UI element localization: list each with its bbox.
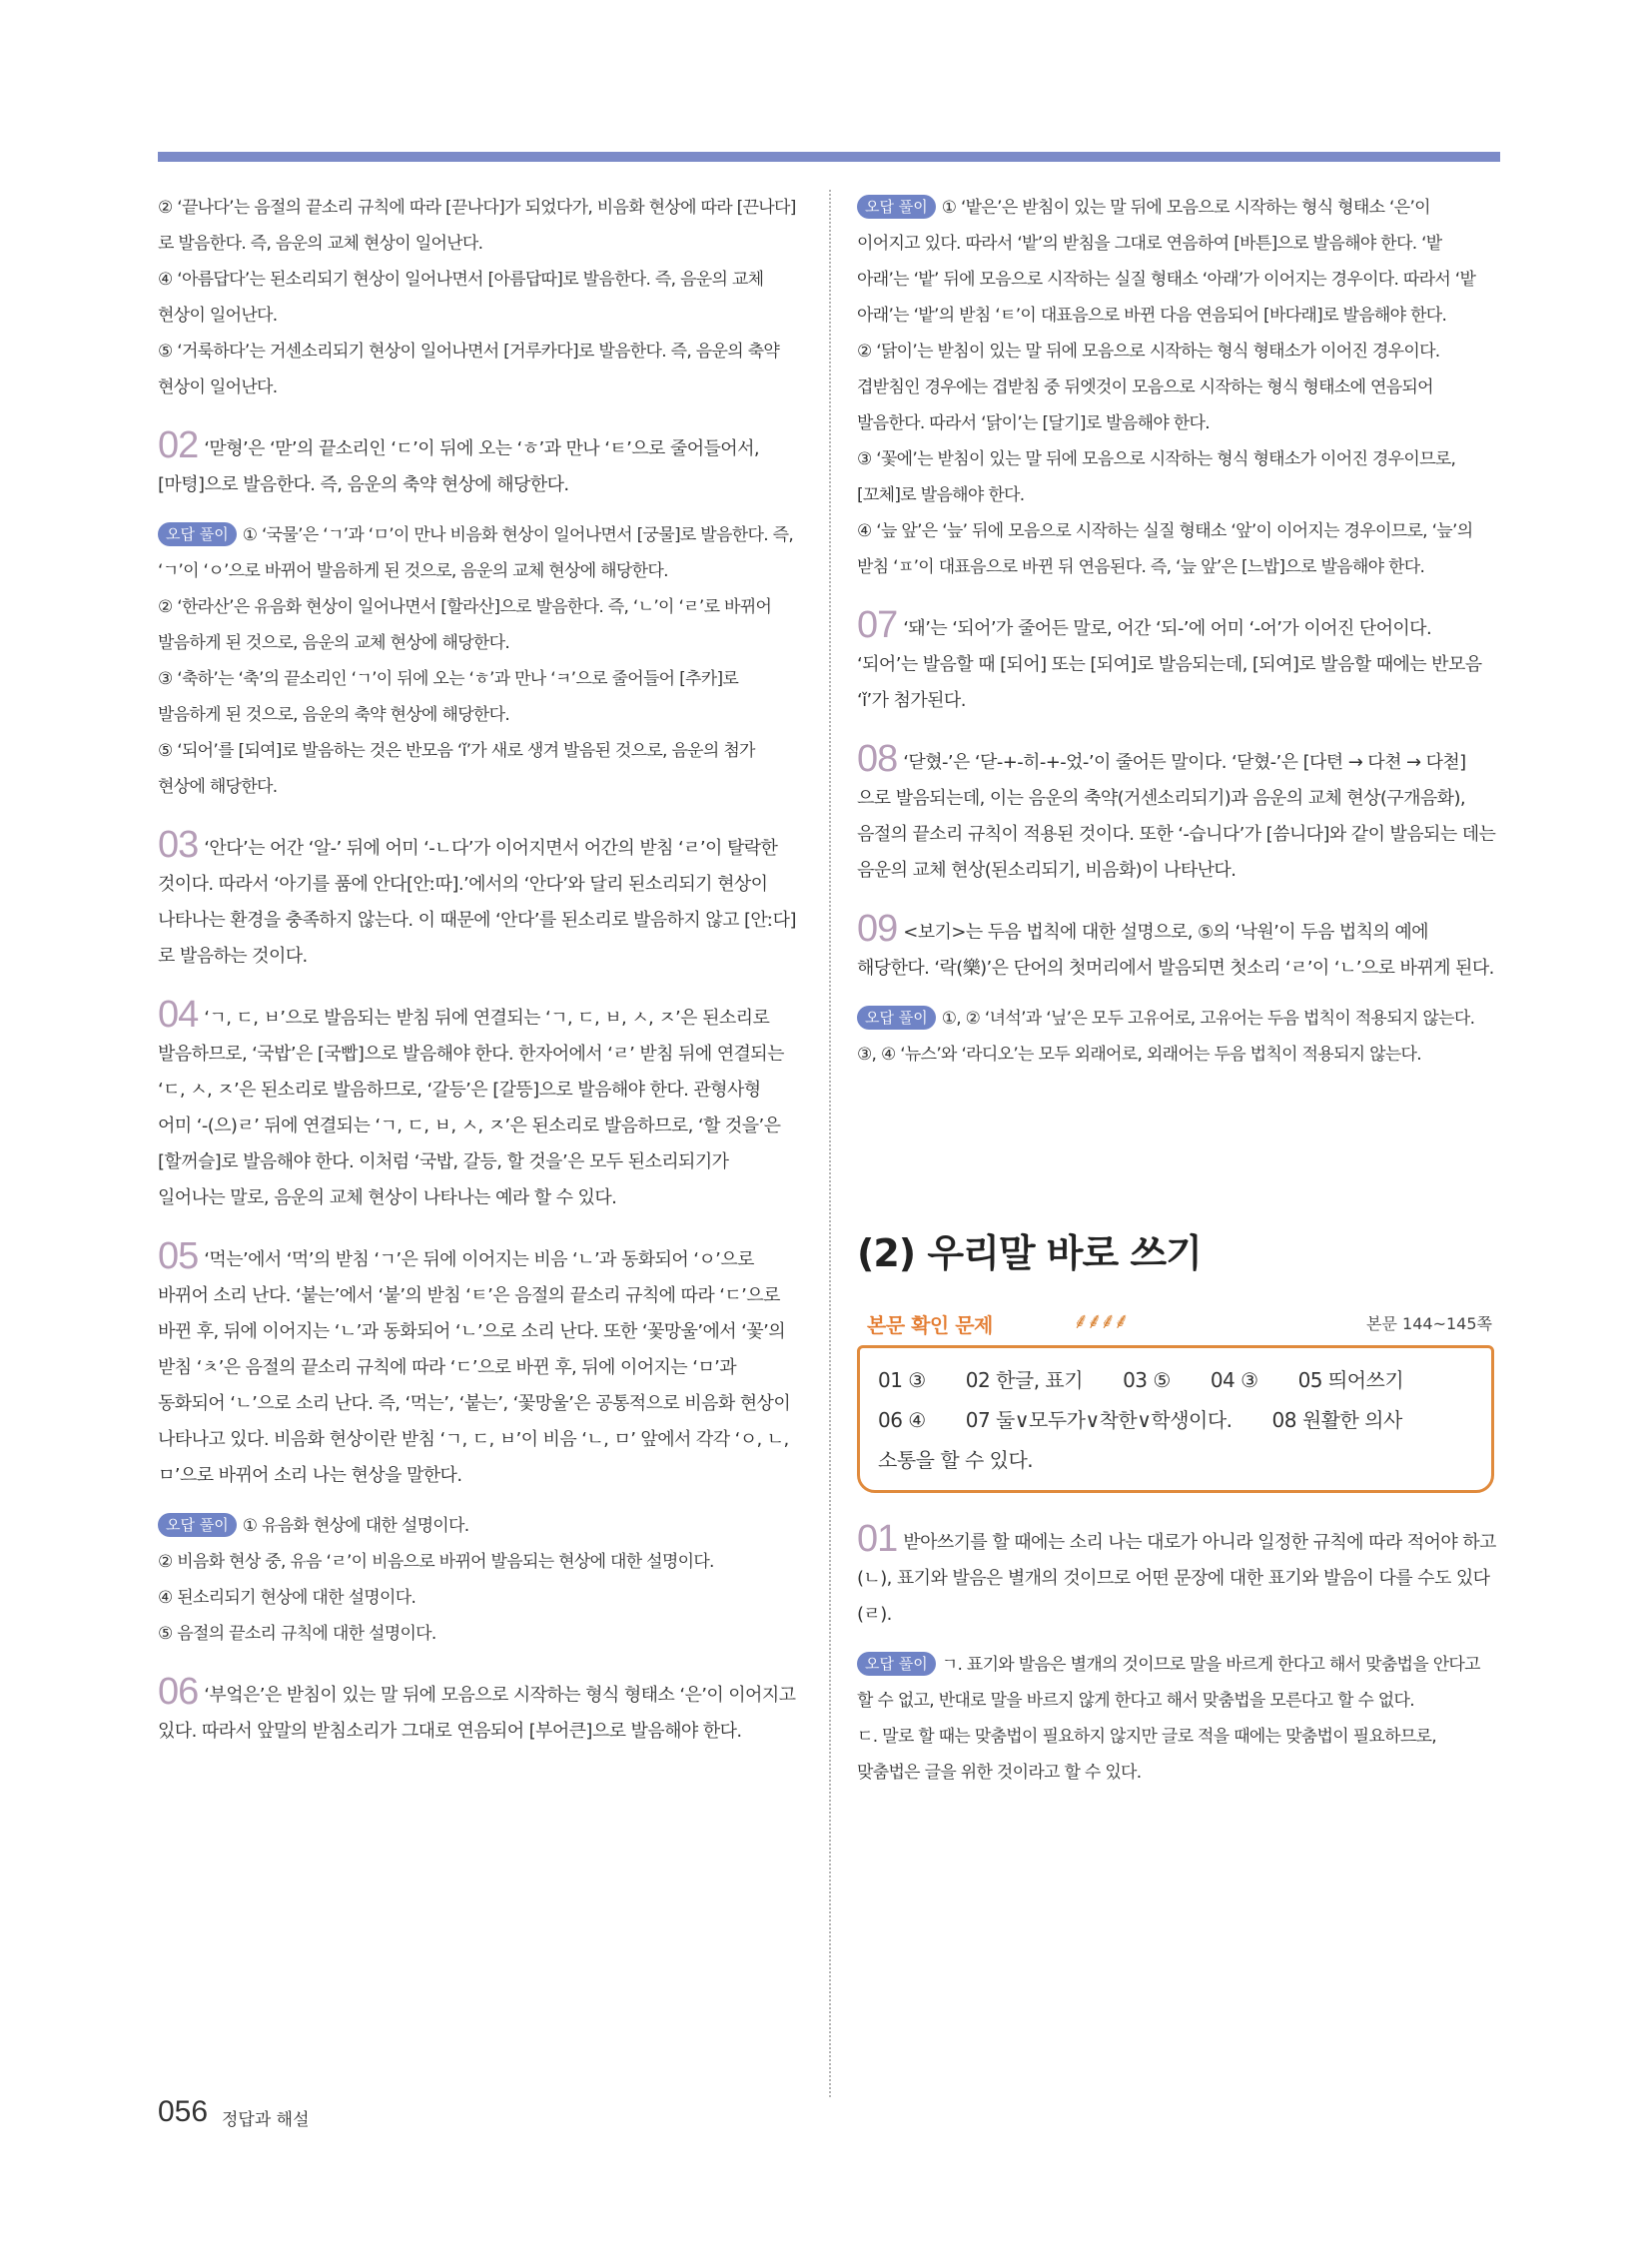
answer-text: ‘닫혔-’은 ‘닫-+-히-+-었-’이 줄어든 말이다. ‘닫혔-’은 [다텬 → 다쳔 → 다첟]으로 발음되는데, 이는 음운의 축약(거센소리되기)과 음운의 교체 현상(구개음화), 음절의 끝소리 규칙이 적용된 것이다. 또한 ‘-습니다’가 [씀니다]와 같이 발음되는 데는 음운의 교체 현상(된소리되기, 비음화)이 나타난다. xyxy=(857,752,1496,881)
question-number: 06 xyxy=(158,1671,199,1713)
question-04 xyxy=(158,994,797,1216)
answer-item: 03 ⑤ xyxy=(1123,1368,1171,1392)
answer-text: ‘먹는’에서 ‘먹’의 받침 ‘ㄱ’은 뒤에 이어지는 비음 ‘ㄴ’과 동화되어 ‘ㅇ’으로 바뀌어 소리 난다. ‘붙는’에서 ‘붙’의 받침 ‘ㅌ’은 음절의 끝소리 규칙에 따라 ‘ㄷ’으로 바뀐 후, 뒤에 이어지는 ‘ㄴ’과 동화되어 ‘ㄴ’으로 소리 난다. 또한 ‘꽃망울’에서 ‘꽃’의 받침 ‘ㅊ’은 음절의 끝소리 규칙에 따라 ‘ㄷ’으로 바뀐 후, 뒤에 이어지는 ‘ㅁ’과 동화되어 ‘ㄴ’으로 소리 난다. 즉, ‘먹는’, ‘붙는’, ‘꽃망울’은 공통적으로 비음화 현상이 나타나고 있다. 비음화 현상이란 받침 ‘ㄱ, ㄷ, ㅂ’이 비음 ‘ㄴ, ㅁ’ 앞에서 각각 ‘ㅇ, ㄴ, ㅁ’으로 바뀌어 소리 나는 현상을 말한다. xyxy=(158,1249,791,1486)
note-text: ③, ④ ‘뉴스’와 ‘라디오’는 모두 외래어로, 외래어는 두음 법칙이 적용되지 않는다. xyxy=(857,1045,1421,1065)
column-divider xyxy=(829,190,831,2097)
answer-text: ‘돼’는 ‘되어’가 줄어든 말로, 어간 ‘되-’에 어미 ‘-어’가 이어진 단어이다. ‘되어’는 발음할 때 [되어] 또는 [되여]로 발음되는데, [되여]로 발음할 때에는 반모음 ‘ǐ’가 첨가된다. xyxy=(857,618,1482,711)
answer-row xyxy=(878,1400,1473,1440)
answer-item: 02 한글, 표기 xyxy=(965,1368,1084,1392)
page-reference: 본문 144~145쪽 xyxy=(1366,1314,1492,1333)
answer-item: 06 ④ xyxy=(878,1408,926,1432)
answer-text: ‘안다’는 어간 ‘알-’ 뒤에 어미 ‘-ㄴ다’가 이어지면서 어간의 받침 ‘ㄹ’이 탈락한 것이다. 따라서 ‘아기를 품에 안다[안ː따].’에서의 ‘안다’와 달리 된소리되기 현상이 나타나는 환경을 충족하지 않는다. 이 때문에 ‘안다’를 된소리로 발음하지 않고 [안ː다]로 발음하는 것이다. xyxy=(158,838,796,967)
section-question-01 xyxy=(857,1518,1496,1791)
question-number: 03 xyxy=(158,824,199,866)
top-rule xyxy=(158,152,1500,162)
answer-item: 05 띄어쓰기 xyxy=(1297,1368,1404,1392)
question-08 xyxy=(857,738,1496,889)
note-text: ③ ‘꽃에’는 받침이 있는 말 뒤에 모음으로 시작하는 형식 형태소가 이어진 경우이므로, [꼬체]로 발음해야 한다. xyxy=(857,449,1456,505)
intro-notes xyxy=(158,190,797,405)
note-text: ② 비음화 현상 중, 유음 ‘ㄹ’이 비음으로 바뀌어 발음되는 현상에 대한 설명이다. xyxy=(158,1552,714,1572)
question-number: 02 xyxy=(158,424,199,466)
page-number: 056 xyxy=(158,2095,209,2128)
note-text: ④ 된소리되기 현상에 대한 설명이다. xyxy=(158,1588,416,1608)
question-number: 09 xyxy=(857,908,898,950)
answer-row xyxy=(878,1360,1473,1400)
answer-text: 받아쓰기를 할 때에는 소리 나는 대로가 아니라 일정한 규칙에 따라 적어야 하고(ㄴ), 표기와 발음은 별개의 것이므로 어떤 문장에 대한 표기와 발음이 다를 수도 있다(ㄹ). xyxy=(857,1532,1496,1625)
question-number: 07 xyxy=(857,604,898,646)
intro-note: ④ ‘아름답다’는 된소리되기 현상이 일어나면서 [아름답따]로 발음한다. 즉, 음운의 교체 현상이 일어난다. xyxy=(158,270,764,326)
answer-continuation: 소통을 할 수 있다. xyxy=(878,1448,1034,1472)
intro-note: ⑤ ‘거룩하다’는 거센소리되기 현상이 일어나면서 [거루카다]로 발음한다. 즉, 음운의 축약 현상이 일어난다. xyxy=(158,342,780,397)
note-text: ③ ‘축하’는 ‘축’의 끝소리인 ‘ㄱ’이 뒤에 오는 ‘ㅎ’과 만나 ‘ㅋ’으로 줄어들어 [추카]로 발음하게 된 것으로, 음운의 축약 현상에 해당한다. xyxy=(158,669,739,725)
wrong-answer-badge: 오답 풀이 xyxy=(857,1006,936,1030)
answer-text: ‘부엌은’은 받침이 있는 말 뒤에 모음으로 시작하는 형식 형태소 ‘은’이 이어지고 있다. 따라서 앞말의 받침소리가 그대로 연음되어 [부어큰]으로 발음해야 한다. xyxy=(158,1685,796,1742)
question-number: 05 xyxy=(158,1235,199,1277)
answer-text: <보기>는 두음 법칙에 대한 설명으로, ⑤의 ‘낙원’이 두음 법칙의 예에 해당한다. ‘락(樂)’은 단어의 첫머리에서 발음되면 첫소리 ‘ㄹ’이 ‘ㄴ’으로 바뀌게 된다. xyxy=(857,922,1494,979)
note-text: ①, ② ‘녀석’과 ‘닢’은 모두 고유어로, 고유어는 두음 법칙이 적용되지 않는다. xyxy=(941,1009,1475,1029)
note-text: ⑤ 음절의 끝소리 규칙에 대한 설명이다. xyxy=(158,1624,436,1644)
question-number: 01 xyxy=(857,1518,898,1560)
note-text: ① ‘국물’은 ‘ㄱ’과 ‘ㅁ’이 만나 비음화 현상이 일어나면서 [궁물]로 발음한다. 즉, ‘ㄱ’이 ‘ㅇ’으로 바뀌어 발음하게 된 것으로, 음운의 교체 현상에 해당한다. xyxy=(158,525,794,581)
question-03 xyxy=(158,824,797,975)
answer-text: ‘ㄱ, ㄷ, ㅂ’으로 발음되는 받침 뒤에 연결되는 ‘ㄱ, ㄷ, ㅂ, ㅅ, ㅈ’은 된소리로 발음하므로, ‘국밥’은 [국빱]으로 발음해야 한다. 한자어에서 ‘ㄹ’ 받침 뒤에 연결되는 ‘ㄷ, ㅅ, ㅈ’은 된소리로 발음하므로, ‘갈등’은 [갈뜽]으로 발음해야 한다. 관형사형 어미 ‘-(으)ㄹ’ 뒤에 연결되는 ‘ㄱ, ㄷ, ㅂ, ㅅ, ㅈ’은 된소리로 발음하므로, ‘할 것을’은 [할꺼슬]로 발음해야 한다. 이처럼 ‘국밥, 갈등, 할 것을’은 모두 된소리되기가 일어나는 말로, 음운의 교체 현상이 나타나는 예라 할 수 있다. xyxy=(158,1008,784,1208)
question-number: 04 xyxy=(158,994,199,1036)
note-text: ④ ‘늪 앞’은 ‘늪’ 뒤에 모음으로 시작하는 실질 형태소 ‘앞’이 이어지는 경우이므로, ‘늪’의 받침 ‘ㅍ’이 대표음으로 바뀐 뒤 연음된다. 즉, ‘늪 앞’은 [느밥]으로 발음해야 한다. xyxy=(857,521,1473,577)
check-header xyxy=(857,1305,1496,1345)
question-02 xyxy=(158,424,797,805)
question-number: 08 xyxy=(857,738,898,780)
wrong-answer-badge: 오답 풀이 xyxy=(158,1513,237,1537)
answer-item: 04 ③ xyxy=(1210,1368,1258,1392)
answer-item: 07 둘∨모두가∨착한∨학생이다. xyxy=(965,1408,1233,1432)
check-title: 본문 확인 문제 xyxy=(867,1313,993,1337)
wrong-answer-badge: 오답 풀이 xyxy=(857,195,936,219)
note-text: ㄷ. 말로 할 때는 맞춤법이 필요하지 않지만 글로 적을 때에는 맞춤법이 필요하므로, 맞춤법은 글을 위한 것이라고 할 수 있다. xyxy=(857,1727,1436,1783)
section-proper-korean xyxy=(857,1222,1496,1493)
question-05 xyxy=(158,1235,797,1652)
answer-text: ‘맏형’은 ‘맏’의 끝소리인 ‘ㄷ’이 뒤에 오는 ‘ㅎ’과 만나 ‘ㅌ’으로 줄어들어서, [마텽]으로 발음한다. 즉, 음운의 축약 현상에 해당한다. xyxy=(158,438,759,495)
footer-label: 정답과 해설 xyxy=(222,2110,310,2130)
wrong-answer-badge: 오답 풀이 xyxy=(857,1652,936,1676)
note-text: ② ‘한라산’은 유음화 현상이 일어나면서 [할라산]으로 발음한다. 즉, ‘ㄴ’이 ‘ㄹ’로 바뀌어 발음하게 된 것으로, 음운의 교체 현상에 해당한다. xyxy=(158,597,772,653)
answer-box xyxy=(857,1345,1494,1493)
note-text: ① 유음화 현상에 대한 설명이다. xyxy=(242,1516,469,1536)
note-text: ⑤ ‘되어’를 [되여]로 발음하는 것은 반모음 ‘ǐ’가 새로 생겨 발음된 것으로, 음운의 첨가 현상에 해당한다. xyxy=(158,741,755,797)
question-06 xyxy=(158,1671,797,1750)
right-column xyxy=(857,190,1496,1791)
answer-item: 01 ③ xyxy=(878,1368,926,1392)
question-07 xyxy=(857,604,1496,719)
note-text: ① ‘밭은’은 받침이 있는 말 뒤에 모음으로 시작하는 형식 형태소 ‘은’이 이어지고 있다. 따라서 ‘밭’의 받침을 그대로 연음하여 [바튼]으로 발음해야 한다. ‘밭 아래’는 ‘밭’ 뒤에 모음으로 시작하는 실질 형태소 ‘아래’가 이어지는 경우이다. 따라서 ‘밭 아래’는 ‘밭’의 받침 ‘ㅌ’이 대표음으로 바뀐 다음 연음되어 [바다래]로 발음해야 한다. xyxy=(857,198,1476,326)
section-title: (2) 우리말 바로 쓰기 xyxy=(857,1231,1202,1275)
note-text: ② ‘닭이’는 받침이 있는 말 뒤에 모음으로 시작하는 형식 형태소가 이어진 경우이다. 겹받침인 경우에는 겹받침 중 뒤엣것이 모음으로 시작하는 형식 형태소에 연음되어 발음한다. 따라서 ‘닭이’는 [달기]로 발음해야 한다. xyxy=(857,342,1440,433)
intro-note: ② ‘끝나다’는 음절의 끝소리 규칙에 따라 [끋나다]가 되었다가, 비음화 현상에 따라 [끈나다]로 발음한다. 즉, 음운의 교체 현상이 일어난다. xyxy=(158,198,796,254)
question-06-notes xyxy=(857,190,1496,585)
question-09 xyxy=(857,908,1496,1073)
wrong-answer-badge: 오답 풀이 xyxy=(158,522,237,546)
left-column xyxy=(158,190,797,1750)
answer-item: 08 원활한 의사 xyxy=(1271,1408,1402,1432)
note-text: ㄱ. 표기와 발음은 별개의 것이므로 말을 바르게 한다고 해서 맞춤법을 안다고 할 수 없고, 반대로 말을 바르지 않게 한다고 해서 맞춤법을 모른다고 할 수 없다. xyxy=(857,1655,1480,1711)
wheat-icon: ⸙⸙⸙⸙ xyxy=(1073,1309,1128,1334)
